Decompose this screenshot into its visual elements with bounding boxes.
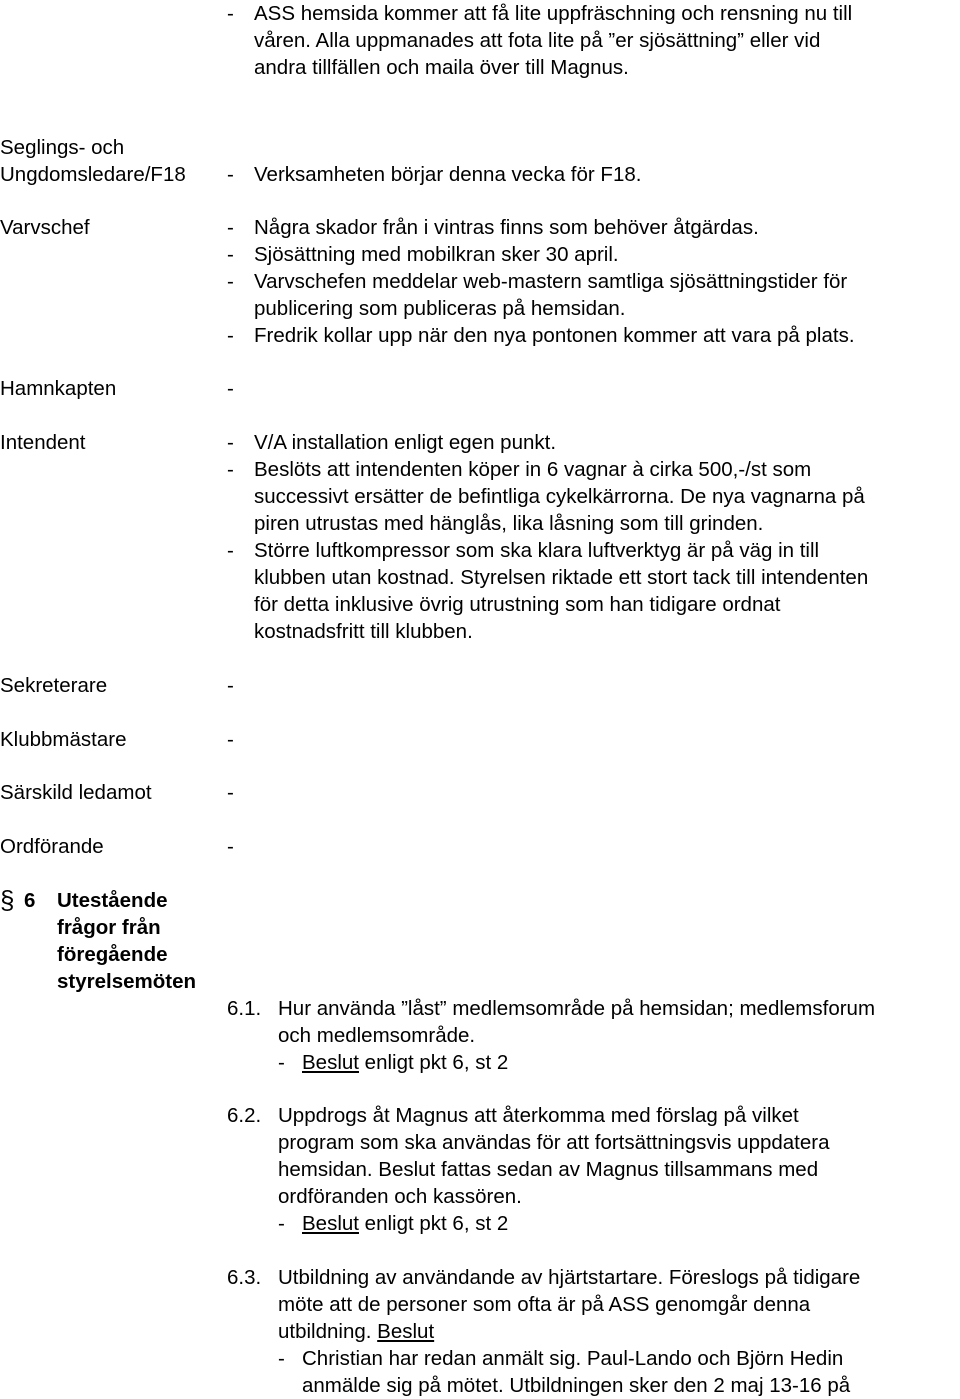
role-label: Seglings- och [0,136,125,159]
item-line: Utbildning av användande av hjärtstartare. Föreslogs på tidigare [278,1266,861,1289]
section-number: 6 [24,889,36,912]
item-line: möte att de personer som ofta är på ASS genomgår denna [278,1293,811,1316]
decision-link[interactable]: Beslut [302,1212,359,1235]
role-item-line: Fredrik kollar upp när den nya pontonen kommer att vara på plats. [254,324,855,347]
role-label: Intendent [0,431,86,454]
intro-line: våren. Alla uppmanades att fota lite på ”er sjösättning” eller vid [254,29,821,52]
role-label: Varvschef [0,216,90,239]
bullet-dash: - [227,674,234,697]
item-line: hemsidan. Beslut fattas sedan av Magnus tillsammans med [278,1158,819,1181]
bullet-dash: - [227,377,234,400]
role-item-line: piren utrustas med hänglås, lika låsning som till grinden. [254,512,764,535]
bullet-dash: - [227,835,234,858]
item-number: 6.1. [227,997,262,1020]
role-item-line: Beslöts att intendenten köper in 6 vagnar à cirka 500,-/st som [254,458,812,481]
item-number: 6.3. [227,1266,262,1289]
decision-text: Christian har redan anmält sig. Paul-Lando och Björn Hedin [302,1347,844,1370]
bullet-dash: - [227,728,234,751]
role-item-line: Några skador från i vintras finns som behöver åtgärdas. [254,216,759,239]
role-label: Sekreterare [0,674,108,697]
role-item-line: V/A installation enligt egen punkt. [254,431,557,454]
intro-line: andra tillfällen och maila över till Magnus. [254,56,629,79]
decision-link[interactable]: Beslut [302,1051,359,1074]
role-item-line: Sjösättning med mobilkran sker 30 april. [254,243,619,266]
item-line: program som ska användas för att fortsättningsvis uppdatera [278,1131,830,1154]
section-title: föregående [57,943,168,966]
decision-line [302,1049,508,1076]
bullet-dash: - [227,781,234,804]
bullet-dash: - [278,1051,285,1074]
role-item-line: kostnadsfritt till klubben. [254,620,473,643]
role-item-line: publicering som publiceras på hemsidan. [254,297,626,320]
bullet-dash: - [227,163,234,186]
decision-text: enligt pkt 6, st 2 [358,1212,509,1235]
bullet-dash: - [227,324,234,347]
bullet-dash: - [278,1212,285,1235]
bullet-dash: - [278,1347,285,1370]
role-item-line: för detta inklusive övrig utrustning som han tidigare ordnat [254,593,781,616]
bullet-dash: - [227,243,234,266]
item-text: utbildning. [278,1320,378,1343]
item-line: ordföranden och kassören. [278,1185,522,1208]
role-item-line: Varvschefen meddelar web-mastern samtliga sjösättningstider för [254,270,848,293]
bullet-dash: - [227,539,234,562]
section-title: Utestående [57,889,168,912]
bullet-dash: - [227,458,234,481]
section-title: frågor från [57,916,161,939]
bullet-dash: - [227,216,234,239]
decision-line [302,1210,508,1237]
decision-link[interactable]: Beslut [377,1320,435,1343]
section-title: styrelsemöten [57,970,197,993]
item-line: Hur använda ”låst” medlemsområde på hemsidan; medlemsforum [278,997,876,1020]
role-label: Särskild ledamot [0,781,152,804]
item-line [278,1318,434,1345]
decision-text: enligt pkt 6, st 2 [358,1051,509,1074]
item-line: och medlemsområde. [278,1024,476,1047]
item-number: 6.2. [227,1104,262,1127]
bullet-dash: - [227,270,234,293]
section-mark: § [0,885,15,915]
role-label: Ungdomsledare/F18 [0,163,186,186]
decision-text: anmälde sig på mötet. Utbildningen sker den 2 maj 13-16 på [302,1374,851,1397]
bullet-dash: - [227,431,234,454]
role-item-line: Verksamheten börjar denna vecka för F18. [254,163,642,186]
item-line: Uppdrogs åt Magnus att återkomma med förslag på vilket [278,1104,799,1127]
role-label: Hamnkapten [0,377,117,400]
intro-line: ASS hemsida kommer att få lite uppfräschning och rensning nu till [254,2,853,25]
role-label: Klubbmästare [0,728,127,751]
role-item-line: Större luftkompressor som ska klara luftverktyg är på väg in till [254,539,820,562]
role-item-line: klubben utan kostnad. Styrelsen riktade ett stort tack till intendenten [254,566,869,589]
bullet-dash: - [227,2,234,25]
role-label: Ordförande [0,835,104,858]
role-item-line: successivt ersätter de befintliga cykelkärrorna. De nya vagnarna på [254,485,865,508]
